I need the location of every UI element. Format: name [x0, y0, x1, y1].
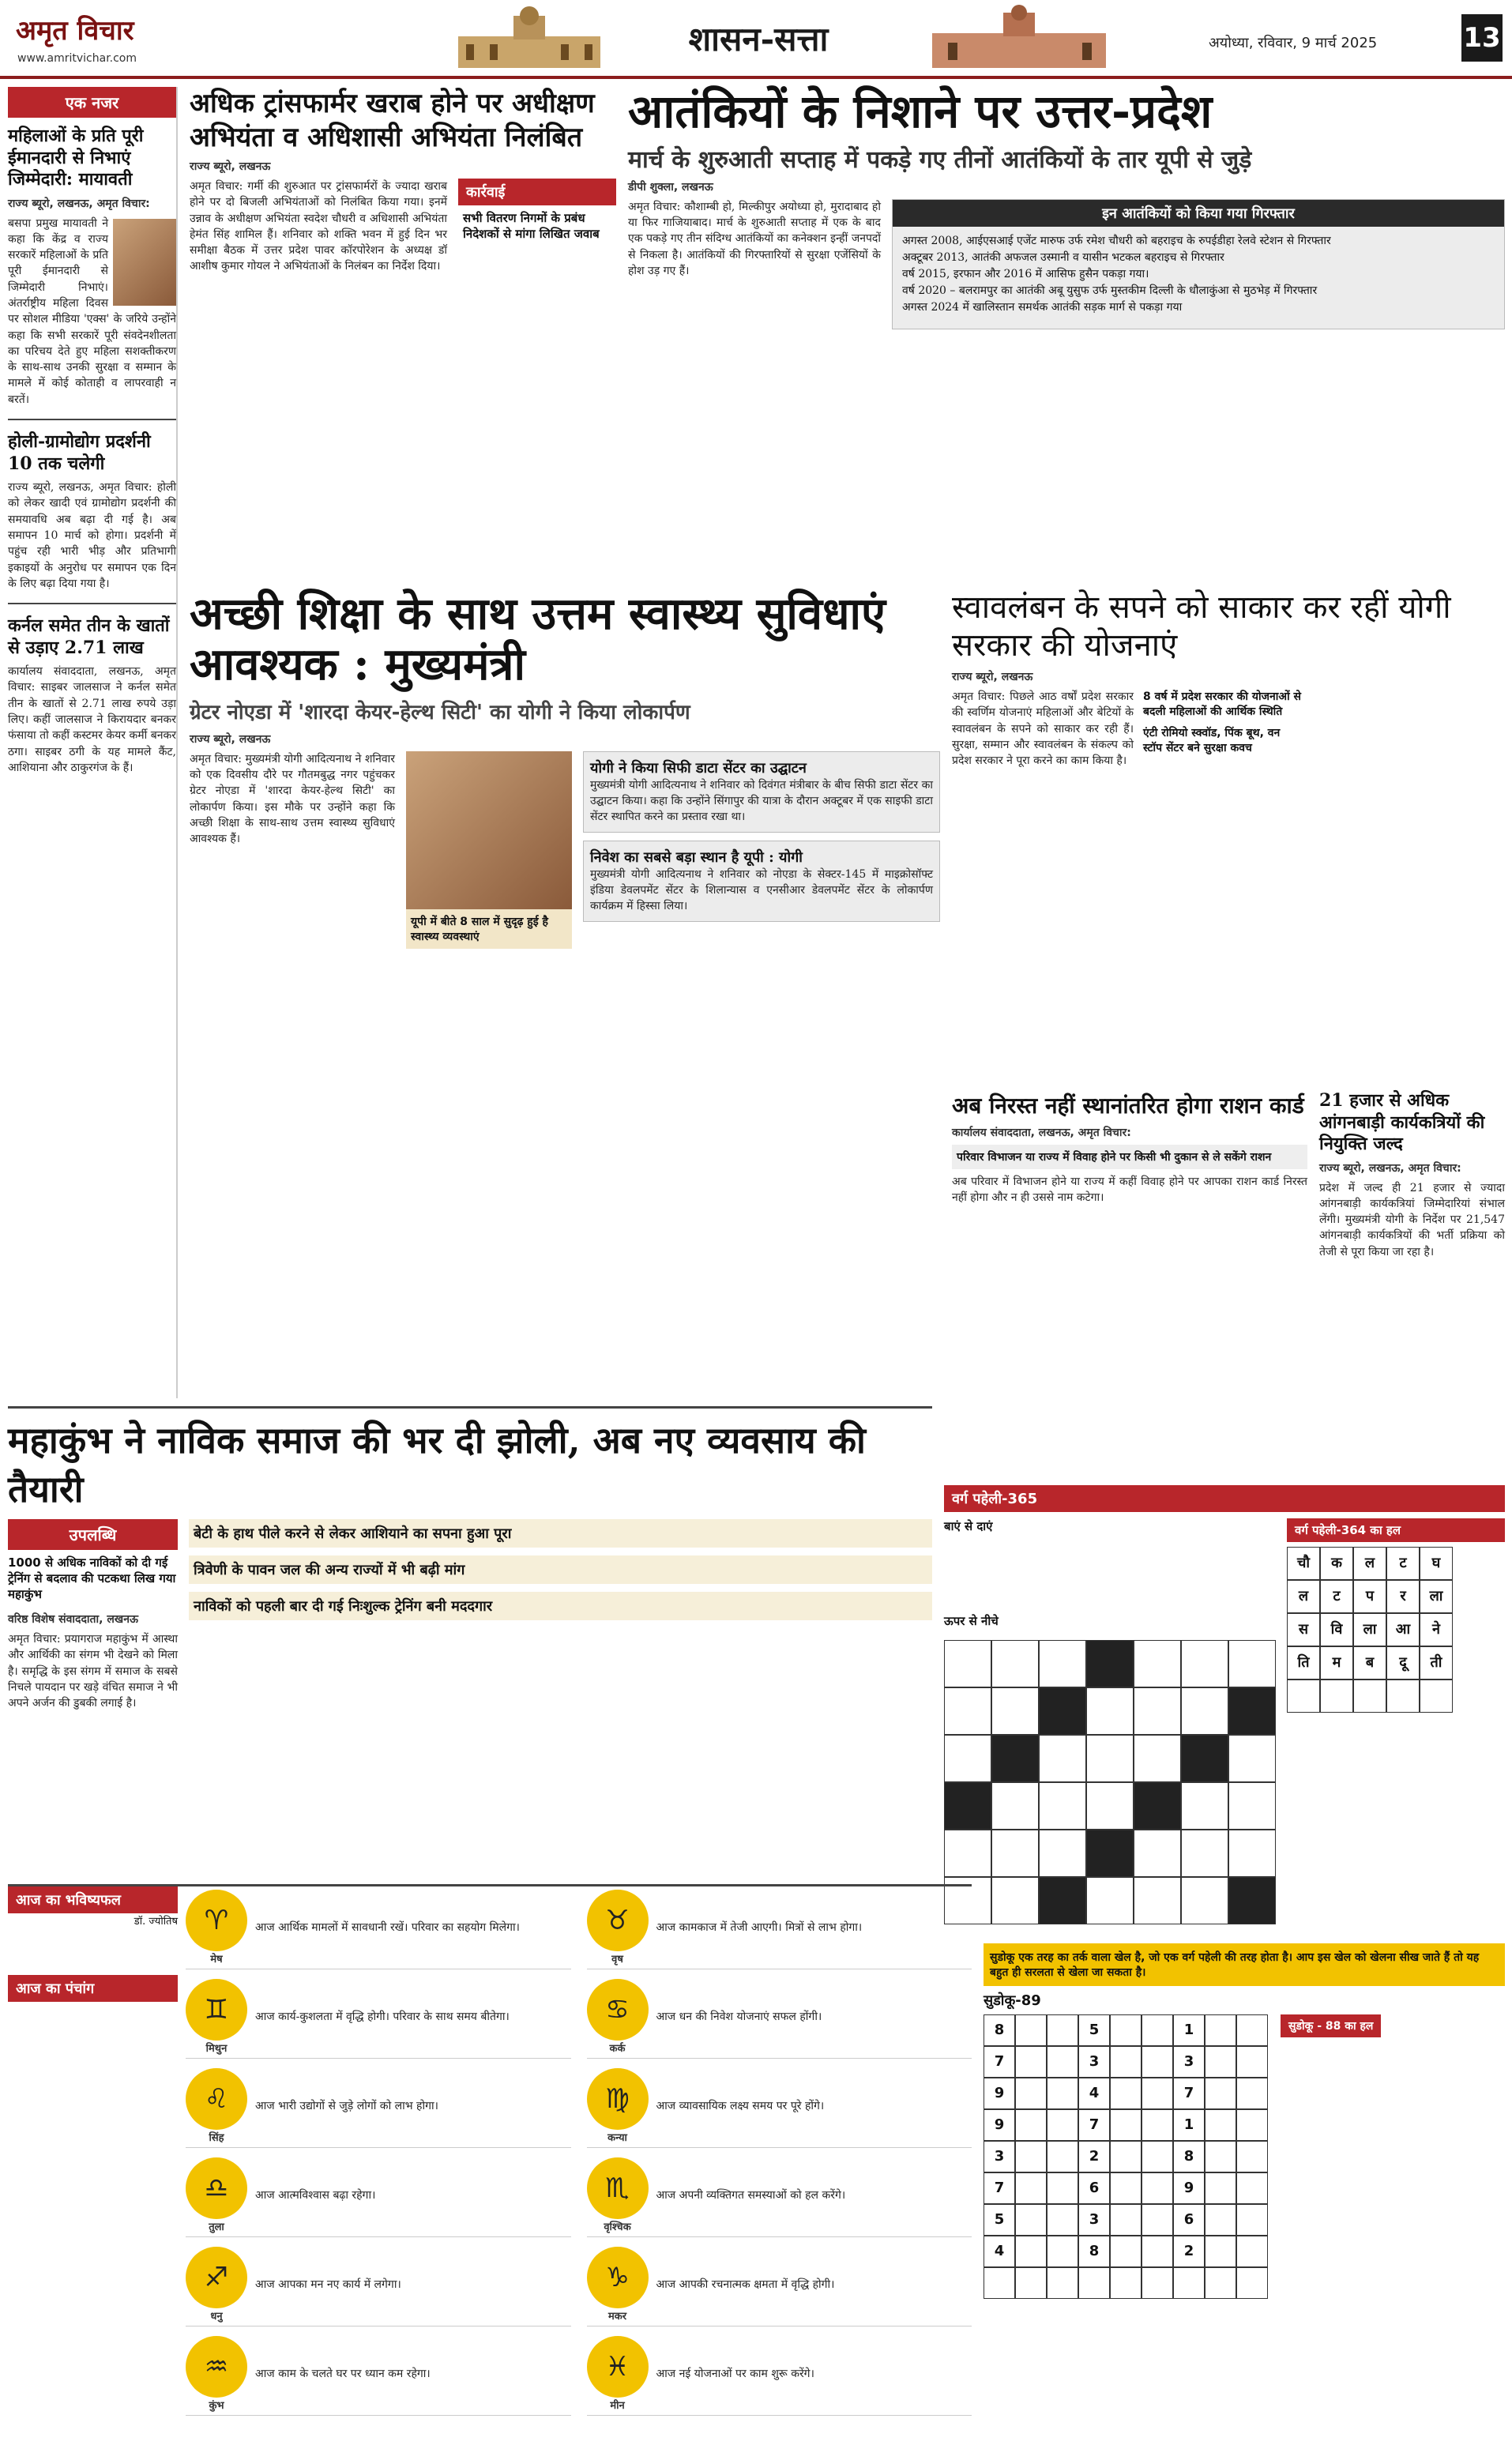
crossword-cell[interactable]: [1181, 1735, 1228, 1782]
investment-box: [583, 841, 940, 922]
sudoku-cell[interactable]: 7: [984, 2046, 1015, 2078]
sudoku-cell[interactable]: [1110, 2078, 1142, 2109]
action-subhead: सभी वितरण निगमों के प्रबंध निदेशकों से मांगा लिखित जवाब: [463, 211, 600, 241]
sudoku-cell[interactable]: [1047, 2204, 1078, 2236]
highlight: 8 वर्ष में प्रदेश सरकार की योजनाओं से बदली महिलाओं की आर्थिक स्थिति: [1143, 690, 1302, 718]
byline: राज्य ब्यूरो, लखनऊ: [190, 160, 271, 173]
photo-caption: यूपी में बीते 8 साल में सुदृढ़ हुई है स्वास्थ्य व्यवस्थाएं: [406, 909, 572, 949]
solution-cell: ल: [1287, 1580, 1320, 1613]
crossword-cell[interactable]: [1086, 1877, 1134, 1924]
rashi-text: आज आपकी रचनात्मक क्षमता में वृद्धि होगी।: [656, 2278, 835, 2291]
sudoku-cell[interactable]: [1142, 2046, 1173, 2078]
box-heading: इन आतंकियों को किया गया गिरफ्तार: [893, 200, 1504, 227]
box-heading: निवेश का सबसे बड़ा स्थान है यूपी : योगी: [590, 848, 803, 866]
rashi-icon-wrap: [186, 2068, 247, 2144]
section-title: शासन-सत्ता: [688, 20, 829, 58]
horoscope-title: आज का भविष्यफल: [8, 1886, 178, 1913]
rashi-text: आज व्यावसायिक लक्ष्य समय पर पूरे होंगे।: [656, 2099, 825, 2112]
crossword-title: वर्ग पहेली-365: [944, 1485, 1505, 1512]
box-body: मुख्यमंत्री योगी आदित्यनाथ ने शनिवार को नोएडा के सेक्टर-145 में माइक्रोसॉफ्ट इंडिया डेवलपमेंट सेंटर के शिलान्यास व एनसीआर डेवलपमेंट सेंटर के लोकार्पण कार्यक्रम में हिस्सा लिया।: [590, 867, 933, 913]
sudoku-cell[interactable]: 7: [1078, 2109, 1110, 2141]
list-item: वर्ष 2020 – बलरामपुर का आतंकी अबू युसुफ उर्फ मुस्तकीम दिल्ली के धौलाकुंआ से मुठभेड़ में गिरफ्तार: [902, 284, 1318, 297]
sudoku-cell[interactable]: [1142, 2236, 1173, 2267]
crossword-cell[interactable]: [1039, 1782, 1086, 1830]
sudoku-cell[interactable]: [1015, 2014, 1047, 2046]
solution-cell: चौ: [1287, 1547, 1320, 1580]
crossword-cell[interactable]: [1181, 1687, 1228, 1735]
sudoku-cell[interactable]: [1142, 2014, 1173, 2046]
cm-photo: [406, 751, 572, 909]
rashi-item: [186, 2065, 571, 2148]
story-body: बसपा प्रमुख मायावती ने कहा कि केंद्र व राज्य सरकारें महिलाओं के प्रति पूरी ईमानदारी से जिम्मेदारी निभाएं। अंतर्राष्ट्रीय महिला दिवस पर सोशल मीडिया 'एक्स' के जरिये उन्होंने कहा कि सभी सरकारें पूरी संवदेनशीलता का परिचय देते हुए महिला सशक्तीकरण के साथ-साथ उनकी सुरक्षा व सम्मान के मामले में कोई कोताही व लापरवाही न बरतें।: [8, 216, 176, 406]
crossword-cell[interactable]: [1181, 1640, 1228, 1687]
crossword-cell[interactable]: [1228, 1782, 1276, 1830]
rashi-name: मकर: [607, 2311, 627, 2323]
rashi-text: आज कामकाज में तेजी आएगी। मित्रों से लाभ होगा।: [656, 1920, 863, 1934]
sudoku-cell[interactable]: [1015, 2267, 1047, 2299]
story-headline: अधिक ट्रांसफार्मर खराब होने पर अधीक्षण अभियंता व अधिशासी अभियंता निलंबित: [190, 88, 595, 153]
rashi-item: [587, 2154, 972, 2237]
rashi-icon-wrap: [587, 2336, 649, 2412]
byline: राज्य ब्यूरो, लखनऊ, अमृत विचार:: [1319, 1161, 1461, 1175]
sudoku-cell[interactable]: 9: [984, 2109, 1015, 2141]
sudoku-cell[interactable]: [1236, 2141, 1268, 2172]
list-item: अक्टूबर 2013, आतंकी अफजल उस्मानी व यासीन भटकल बहराइच से गिरफ्तार: [902, 250, 1224, 264]
zodiac-icon: ♉: [587, 1890, 649, 1951]
story-headline: अब निरस्त नहीं स्थानांतरित होगा राशन कार्ड: [952, 1093, 1304, 1119]
rashi-name: कर्क: [609, 2043, 626, 2055]
rashi-icon-wrap: [186, 2247, 247, 2323]
crossword-cell[interactable]: [1134, 1830, 1181, 1877]
rashi-icon-wrap: [186, 2336, 247, 2412]
sudoku-cell[interactable]: [1205, 2204, 1236, 2236]
horoscope-section: [8, 1884, 972, 2437]
sudoku-cell[interactable]: 8: [1078, 2236, 1110, 2267]
rashi-icon-wrap: [587, 2157, 649, 2233]
brand-logo: अमृत विचार: [16, 15, 134, 47]
rashi-name: वृश्चिक: [604, 2221, 631, 2233]
sudoku-cell[interactable]: [1047, 2236, 1078, 2267]
solution-cell: घ: [1420, 1547, 1453, 1580]
rashi-icon-wrap: [587, 2068, 649, 2144]
box-heading: नाविकों को पहली बार दी गई निःशुल्क ट्रेनिंग बनी मददगार: [189, 1592, 932, 1620]
sudoku-cell[interactable]: 9: [984, 2078, 1015, 2109]
crossword-cell[interactable]: [944, 1830, 991, 1877]
sudoku-cell[interactable]: [1047, 2046, 1078, 2078]
sudoku-cell[interactable]: [1015, 2172, 1047, 2204]
rashi-text: आज कार्य-कुशलता में वृद्धि होगी। परिवार के साथ समय बीतेगा।: [255, 2010, 510, 2023]
rashi-name: मेष: [210, 1954, 223, 1965]
solution-cell: ट: [1386, 1547, 1420, 1580]
rashi-icon-wrap: [587, 1890, 649, 1965]
rashi-name: सिंह: [209, 2132, 224, 2144]
story-headline: स्वावलंबन के सपने को साकार कर रहीं योगी सरकार की योजनाएं: [952, 589, 1451, 664]
rashi-icon-wrap: [587, 1979, 649, 2055]
zodiac-icon: ♓: [587, 2336, 649, 2398]
box-body: मुख्यमंत्री योगी आदित्यनाथ ने शनिवार को दिवंगत मंत्रीबार के बीच सिफी डाटा सेंटर का उद्घाटन किया। कहा कि उन्होंने सिंगापुर की यात्रा के दौरान अक्टूबर में एक साइफी डाटा सेंटर स्थापित करने का प्रस्ताव रखा था।: [590, 778, 933, 824]
rashi-text: आज अपनी व्यक्तिगत समस्याओं को हल करेंगे।: [656, 2188, 846, 2202]
solution-cell: [1386, 1680, 1420, 1713]
crossword-cell[interactable]: [1228, 1687, 1276, 1735]
sudoku-cell[interactable]: 1: [1173, 2014, 1205, 2046]
solution-cell: ब: [1353, 1646, 1386, 1680]
sudoku-cell[interactable]: [1047, 2109, 1078, 2141]
crossword-cell[interactable]: [1039, 1687, 1086, 1735]
crossword-cell[interactable]: [1086, 1640, 1134, 1687]
box-heading: योगी ने किया सिफी डाटा सेंटर का उद्घाटन: [590, 759, 807, 777]
sudoku-cell[interactable]: [1110, 2014, 1142, 2046]
crossword-cell[interactable]: [1086, 1735, 1134, 1782]
sudoku-cell[interactable]: 8: [984, 2014, 1015, 2046]
sudoku-intro: सुडोकू एक तरह का तर्क वाला खेल है, जो एक वर्ग पहेली की तरह होता है। आप इस खेल को खेलना सीख जाते हैं तो यह बहुत ही सरलता से खेला जा सकता है।: [984, 1943, 1505, 1986]
crossword-cell[interactable]: [1039, 1640, 1086, 1687]
story-body: अमृत विचार: मुख्यमंत्री योगी आदित्यनाथ ने शनिवार को एक दिवसीय दौरे पर गौतमबुद्ध नगर पहुंचकर ग्रेटर नोएडा में 'शारदा केयर-हेल्थ सिटी' का लोकार्पण किया। इस मौके पर उन्होंने कहा कि अच्छी शिक्षा के साथ-साथ उत्तम स्वास्थ्य सुविधाएं आवश्यक हैं।: [190, 752, 395, 846]
sudoku-cell[interactable]: [1142, 2172, 1173, 2204]
ek-nazar-kicker: एक नजर: [8, 87, 176, 118]
story-headline: कर्नल समेत तीन के खातों से उड़ाए 2.71 लाख: [8, 615, 170, 658]
sudoku-cell[interactable]: 5: [984, 2204, 1015, 2236]
crossword-cell[interactable]: [991, 1735, 1039, 1782]
upalabdhi-kicker: उपलब्धि: [8, 1519, 178, 1550]
crossword-cell[interactable]: [944, 1687, 991, 1735]
story-body: अब परिवार में विभाजन होने या राज्य में कहीं विवाह होने पर आपका राशन कार्ड निरस्त नहीं होगा और न ही उससे नाम कटेगा।: [952, 1175, 1307, 1205]
sudoku-cell[interactable]: [1205, 2236, 1236, 2267]
solution-cell: ला: [1353, 1613, 1386, 1646]
rashi-item: [587, 1976, 972, 2059]
crossword-cell[interactable]: [1181, 1877, 1228, 1924]
sudoku-solution-title: सुडोकू - 88 का हल: [1281, 2014, 1381, 2037]
rashi-item: [186, 1886, 571, 1969]
sudoku-cell[interactable]: [1236, 2267, 1268, 2299]
crossword-cell[interactable]: [1181, 1830, 1228, 1877]
rashi-text: आज नई योजनाओं पर काम शुरू करेंगे।: [656, 2367, 814, 2380]
sudoku-cell[interactable]: 5: [1078, 2014, 1110, 2046]
solution-cell: म: [1320, 1646, 1353, 1680]
solution-cell: [1420, 1680, 1453, 1713]
rashi-text: आज काम के चलते घर पर ध्यान कम रहेगा।: [255, 2367, 431, 2380]
crossword-cell[interactable]: [1086, 1687, 1134, 1735]
sudoku-cell[interactable]: [1015, 2236, 1047, 2267]
rashi-name: वृष: [611, 1954, 623, 1965]
crossword-cell[interactable]: [991, 1687, 1039, 1735]
byline: राज्य ब्यूरो, लखनऊ: [190, 732, 271, 746]
scheme-story: [952, 589, 1505, 1078]
solution-cell: क: [1320, 1547, 1353, 1580]
story-subhead: मार्च के शुरुआती सप्ताह में पकड़े गए तीनों आतंकियों के तार यूपी से जुड़े: [628, 145, 1252, 174]
solution-cell: र: [1386, 1580, 1420, 1613]
crossword-cell[interactable]: [1134, 1877, 1181, 1924]
zodiac-icon: ♐: [186, 2247, 247, 2308]
crossword-cell[interactable]: [991, 1877, 1039, 1924]
rashi-icon-wrap: [587, 2247, 649, 2323]
list-item: अगस्त 2024 में खालिस्तान समर्थक आतंकी सड़क मार्ग से पकड़ा गया: [902, 300, 1183, 314]
rashi-item: [186, 2333, 571, 2416]
sudoku-cell[interactable]: 7: [1173, 2078, 1205, 2109]
story-body: अमृत विचार: कौशाम्बी हो, मिल्कीपुर अयोध्या हो, मुरादाबाद हो या फिर गाजियाबाद। मार्च के शुरुआती सप्ताह में एक के बाद एक पकड़े गए तीन संदिग्ध आतंकियों का कनेक्शन इन्हीं जनपदों से निकला है। आतंकियों की गिरफ्तारियों से सुरक्षा एजेंसियों के होश उड़ गए हैं।: [628, 200, 881, 277]
crossword-cell[interactable]: [1086, 1782, 1134, 1830]
solution-cell: [1287, 1680, 1320, 1713]
sudoku-cell[interactable]: [1110, 2046, 1142, 2078]
sudoku-cell[interactable]: [1205, 2141, 1236, 2172]
zodiac-icon: ♊: [186, 1979, 247, 2041]
sudoku-cell[interactable]: 3: [1078, 2204, 1110, 2236]
sudoku-cell[interactable]: [1047, 2267, 1078, 2299]
sudoku-cell[interactable]: 2: [1173, 2236, 1205, 2267]
crossword-cell[interactable]: [1134, 1640, 1181, 1687]
zodiac-icon: ♌: [186, 2068, 247, 2130]
crossword-cell[interactable]: [1181, 1782, 1228, 1830]
sudoku-cell[interactable]: 7: [984, 2172, 1015, 2204]
zodiac-icon: ♏: [587, 2157, 649, 2219]
sudoku-grid[interactable]: [984, 2014, 1268, 2299]
sudoku-cell[interactable]: 8: [1173, 2141, 1205, 2172]
solution-cell: ट: [1320, 1580, 1353, 1613]
solution-cell: ती: [1420, 1646, 1453, 1680]
rashi-name: कन्या: [607, 2132, 627, 2144]
crossword-grid[interactable]: [944, 1640, 1276, 1924]
action-tag: कार्रवाई: [458, 179, 616, 205]
story-headline: महिलाओं के प्रति पूरी ईमानदारी से निभाएं जिम्मेदारी: मायावती: [8, 126, 144, 190]
sudoku-cell[interactable]: 3: [1078, 2046, 1110, 2078]
crossword-cell[interactable]: [1086, 1830, 1134, 1877]
sudoku-cell[interactable]: [1236, 2078, 1268, 2109]
rashi-item: [186, 2244, 571, 2327]
sudoku-section: [984, 1943, 1505, 2437]
health-story: [190, 589, 940, 1323]
divider: [8, 419, 176, 420]
divider: [8, 603, 176, 604]
sudoku-cell[interactable]: 2: [1078, 2141, 1110, 2172]
zodiac-icon: ♍: [587, 2068, 649, 2130]
rashi-text: आज धन की निवेश योजनाएं सफल होंगी।: [656, 2010, 822, 2023]
zodiac-icon: ♒: [186, 2336, 247, 2398]
solution-cell: [1353, 1680, 1386, 1713]
solution-cell: आ: [1386, 1613, 1420, 1646]
story-headline: आतंकियों के निशाने पर उत्तर-प्रदेश: [628, 85, 1213, 138]
zodiac-icon: ♋: [587, 1979, 649, 2041]
sudoku-cell[interactable]: [1078, 2267, 1110, 2299]
sudoku-cell[interactable]: 3: [984, 2141, 1015, 2172]
story-body: अमृत विचार: प्रयागराज महाकुंभ में आस्था और आर्थिकी का संगम भी देखने को मिला है। समृद्धि के इस संगम में समाज के सबसे निचले पायदान पर खड़े वंचित समाज ने भी अपने अर्जन की डुबकी लगाई है।: [8, 1633, 178, 1710]
solution-cell: [1320, 1680, 1353, 1713]
rashi-item: [186, 1976, 571, 2059]
rashi-list: [186, 1886, 972, 2416]
rashi-icon-wrap: [186, 1890, 247, 1965]
sudoku-cell[interactable]: 1: [1173, 2109, 1205, 2141]
crossword-cell[interactable]: [1134, 1687, 1181, 1735]
crossword-cell[interactable]: [1039, 1735, 1086, 1782]
solution-cell: वि: [1320, 1613, 1353, 1646]
sudoku-cell[interactable]: [984, 2267, 1015, 2299]
solution-cell: प: [1353, 1580, 1386, 1613]
sudoku-cell[interactable]: 4: [984, 2236, 1015, 2267]
transformer-story: [190, 87, 616, 577]
story-body: अमृत विचार: पिछले आठ वर्षों प्रदेश सरकार की स्वर्णिम योजनाएं महिलाओं और बेटियों के स्वावलंबन के सपने को साकार कर रही हैं। सुरक्षा, सम्मान और स्वावलंबन के संकल्प को प्रदेश सरकार ने पूरा करने का काम किया है।: [952, 690, 1134, 768]
rashi-icon-wrap: [186, 2157, 247, 2233]
sudoku-cell[interactable]: [1142, 2078, 1173, 2109]
rashi-name: कुंभ: [209, 2400, 224, 2412]
crossword-cell[interactable]: [1039, 1877, 1086, 1924]
sudoku-cell[interactable]: [1236, 2014, 1268, 2046]
zodiac-icon: ♈: [186, 1890, 247, 1951]
sudoku-cell[interactable]: [1110, 2204, 1142, 2236]
sudoku-cell[interactable]: [1047, 2141, 1078, 2172]
sudoku-cell[interactable]: [1015, 2141, 1047, 2172]
sudoku-cell[interactable]: [1236, 2172, 1268, 2204]
clue-label: ऊपर से नीचे: [944, 1614, 999, 1628]
story-body: प्रदेश में जल्द ही 21 हजार से ज्यादा आंगनबाड़ी कार्यकत्रियां जिम्मेदारियां संभाल लेंगी। मुख्यमंत्री योगी के निर्देश पर 21,547 आंगनबाड़ी कार्यकत्रियों की भर्ती प्रक्रिया को तेजी से पूरा किया जा रहा है।: [1319, 1181, 1505, 1258]
datacenter-box: [583, 751, 940, 833]
crossword-cell[interactable]: [1134, 1735, 1181, 1782]
sudoku-cell[interactable]: [1236, 2109, 1268, 2141]
rashi-item: [587, 2333, 972, 2416]
rashi-text: आज आर्थिक मामलों में सावधानी रखें। परिवार का सहयोग मिलेगा।: [255, 1920, 520, 1934]
sudoku-cell[interactable]: 6: [1173, 2204, 1205, 2236]
sudoku-cell[interactable]: [1205, 2078, 1236, 2109]
sudoku-cell[interactable]: [1205, 2172, 1236, 2204]
rashi-item: [587, 2244, 972, 2327]
sudoku-cell[interactable]: [1142, 2141, 1173, 2172]
portrait-photo: [113, 219, 176, 306]
clue-label: बाएं से दाएं: [944, 1519, 993, 1533]
zodiac-icon: ♎: [186, 2157, 247, 2219]
crossword-cell[interactable]: [1134, 1782, 1181, 1830]
rashi-name: धनु: [210, 2311, 223, 2323]
sudoku-cell[interactable]: [1110, 2267, 1142, 2299]
sudoku-title: सुडोकू-89: [984, 1992, 1041, 2009]
sudoku-cell[interactable]: [1173, 2267, 1205, 2299]
rashi-text: आज आत्मविश्वास बढ़ा रहेगा।: [255, 2188, 376, 2202]
sudoku-cell[interactable]: [1205, 2109, 1236, 2141]
ration-story: [952, 1090, 1307, 1469]
sudoku-cell[interactable]: [1142, 2267, 1173, 2299]
sudoku-cell[interactable]: [1110, 2172, 1142, 2204]
kicker-subhead: 1000 से अधिक नाविकों को दी गई ट्रेनिंग से बदलाव की पटकथा लिख गया महाकुंभ: [8, 1555, 176, 1601]
sudoku-cell[interactable]: [1047, 2172, 1078, 2204]
sudoku-cell[interactable]: [1236, 2204, 1268, 2236]
prev-solution-title: वर्ग पहेली-364 का हल: [1287, 1518, 1505, 1542]
left-news-column: [8, 87, 178, 1398]
building-illustration: [442, 5, 616, 73]
rashi-item: [587, 2065, 972, 2148]
sudoku-cell[interactable]: [1015, 2078, 1047, 2109]
page-number: 13: [1461, 14, 1503, 62]
list-item: वर्ष 2015, इरफान और 2016 में आसिफ हुसैन पकड़ा गया।: [902, 267, 1149, 280]
rashi-name: तुला: [209, 2221, 224, 2233]
terror-story: [628, 87, 1505, 577]
solution-cell: ल: [1353, 1547, 1386, 1580]
byline: राज्य ब्यूरो, लखनऊ: [952, 671, 1033, 683]
sudoku-cell[interactable]: [1110, 2109, 1142, 2141]
crossword-cell[interactable]: [1228, 1640, 1276, 1687]
story-headline: महाकुंभ ने नाविक समाज की भर दी झोली, अब नए व्यवसाय की तैयारी: [8, 1419, 866, 1510]
story-body: अमृत विचार: गर्मी की शुरुआत पर ट्रांसफार्मरों के ज्यादा खराब होने पर दो बिजली अभियंताओं को निलंबित किया गया। इनमें उन्नाव के अधीक्षण अभियंता स्वदेश चौधरी व अधिशासी अभियंता हेमंत सिंह शामिल हैं। शनिवार को शक्ति भवन में हुई दिन भर समीक्षा बैठक में उत्तर प्रदेश पावर कॉरपोरेशन के अध्यक्ष डॉ आशीष कुमार गोयल ने अभियंताओं के निलंबन का निर्देश दिया।: [190, 180, 447, 273]
solution-cell: दू: [1386, 1646, 1420, 1680]
brand-url[interactable]: www.amritvichar.com: [17, 52, 137, 65]
rashi-text: आज भारी उद्योगों से जुड़े लोगों को लाभ होगा।: [255, 2099, 438, 2112]
building-illustration: [924, 5, 1114, 73]
crossword-cell[interactable]: [944, 1640, 991, 1687]
story-headline: 21 हजार से अधिक आंगनबाड़ी कार्यकत्रियों की नियुक्ति जल्द: [1319, 1090, 1485, 1154]
sudoku-cell[interactable]: [1015, 2046, 1047, 2078]
sudoku-cell[interactable]: 6: [1078, 2172, 1110, 2204]
sudoku-cell[interactable]: [1015, 2204, 1047, 2236]
solution-cell: ति: [1287, 1646, 1320, 1680]
crossword-cell[interactable]: [991, 1830, 1039, 1877]
sudoku-cell[interactable]: [1205, 2046, 1236, 2078]
arrest-list-box: [892, 199, 1505, 329]
crossword-cell[interactable]: [1039, 1830, 1086, 1877]
rashi-name: मीन: [610, 2400, 625, 2412]
sudoku-cell[interactable]: [1236, 2236, 1268, 2267]
sudoku-cell[interactable]: [1110, 2141, 1142, 2172]
box-heading: त्रिवेणी के पावन जल की अन्य राज्यों में भी बढ़ी मांग: [189, 1555, 932, 1584]
sudoku-cell[interactable]: [1110, 2236, 1142, 2267]
story-headline: होली-ग्रामोद्योग प्रदर्शनी 10 तक चलेगी: [8, 431, 151, 474]
sudoku-cell[interactable]: [1015, 2109, 1047, 2141]
crossword-cell[interactable]: [1228, 1877, 1276, 1924]
byline: वरिष्ठ विशेष संवाददाता, लखनऊ: [8, 1613, 139, 1626]
zodiac-icon: ♑: [587, 2247, 649, 2308]
sudoku-cell[interactable]: [1142, 2204, 1173, 2236]
solution-cell: ने: [1420, 1613, 1453, 1646]
sudoku-cell[interactable]: [1047, 2014, 1078, 2046]
rashi-icon-wrap: [186, 1979, 247, 2055]
crossword-cell[interactable]: [991, 1640, 1039, 1687]
story-subhead: ग्रेटर नोएडा में 'शारदा केयर-हेल्थ सिटी' का योगी ने किया लोकार्पण: [190, 700, 690, 724]
story-body: राज्य ब्यूरो, लखनऊ, अमृत विचार: होली को लेकर खादी एवं ग्रामोद्योग प्रदर्शनी की समयावधि अब बढ़ा दी गई है। अब समापन 10 मार्च को होगा। प्रदर्शनी में पहुंच रही भारी भीड़ और प्रतिभागी इकाइयों के अनुरोध पर समापन एक दिन के लिए बढ़ा दिया गया है।: [8, 481, 176, 590]
rashi-item: [186, 2154, 571, 2237]
sudoku-cell[interactable]: [1047, 2078, 1078, 2109]
solution-cell: स: [1287, 1613, 1320, 1646]
sudoku-cell[interactable]: 4: [1078, 2078, 1110, 2109]
dateline: अयोध्या, रविवार, 9 मार्च 2025: [1209, 35, 1378, 51]
crossword-cell[interactable]: [944, 1782, 991, 1830]
kumbh-story: [8, 1406, 932, 1872]
astrologer-name: डॉ. ज्योतिष: [134, 1916, 178, 1928]
crossword-cell[interactable]: [1228, 1735, 1276, 1782]
panchang-title: आज का पंचांग: [8, 1975, 178, 2002]
crossword-section: [944, 1485, 1505, 1928]
sudoku-cell[interactable]: [1205, 2014, 1236, 2046]
byline: डीपी शुक्ला, लखनऊ: [628, 180, 713, 194]
byline: कार्यालय संवाददाता, लखनऊ, अमृत विचार:: [952, 1127, 1131, 1139]
sudoku-cell[interactable]: [1236, 2046, 1268, 2078]
sudoku-cell[interactable]: [1205, 2267, 1236, 2299]
byline: राज्य ब्यूरो, लखनऊ, अमृत विचार:: [8, 197, 150, 210]
story-body: कार्यालय संवाददाता, लखनऊ, अमृत विचार: साइबर जालसाज ने कर्नल समेत तीन के खातों से 2.71 लाख रुपये उड़ा लिए। कहीं जालसाज ने किरायदार बनकर फंसाया तो कहीं कस्टमर केयर कर्मी बनकर ठगा। साइबर ठगी के यह मामले कैंट, आशियाना और ठाकुरगंज के हैं।: [8, 665, 176, 774]
sudoku-cell[interactable]: [1142, 2109, 1173, 2141]
rashi-item: [587, 1886, 972, 1969]
rashi-name: मिथुन: [205, 2043, 228, 2055]
crossword-cell[interactable]: [1228, 1830, 1276, 1877]
rashi-text: आज आपका मन नए कार्य में लगेगा।: [255, 2278, 401, 2291]
highlight: एंटी रोमियो स्क्वॉड, पिंक बूथ, वन स्टॉप सेंटर बने सुरक्षा कवच: [1143, 727, 1281, 754]
box-heading: बेटी के हाथ पीले करने से लेकर आशियाने का सपना हुआ पूरा: [189, 1519, 932, 1548]
solution-cell: ला: [1420, 1580, 1453, 1613]
sudoku-cell[interactable]: 3: [1173, 2046, 1205, 2078]
prev-solution-grid: [1287, 1547, 1505, 1713]
highlight: परिवार विभाजन या राज्य में विवाह होने पर किसी भी दुकान से ले सकेंगे राशन: [952, 1145, 1307, 1169]
crossword-cell[interactable]: [991, 1782, 1039, 1830]
crossword-cell[interactable]: [944, 1735, 991, 1782]
anganwadi-story: [1319, 1090, 1505, 1469]
list-item: अगस्त 2008, आईएसआई एजेंट मारुफ उर्फ रमेश चौधरी को बहराइच के रुपईडीहा रेलवे स्टेशन से गिरफ्तार: [902, 234, 1331, 247]
story-headline: अच्छी शिक्षा के साथ उत्तम स्वास्थ्य सुविधाएं आवश्यक : मुख्यमंत्री: [190, 588, 886, 691]
sudoku-cell[interactable]: 9: [1173, 2172, 1205, 2204]
